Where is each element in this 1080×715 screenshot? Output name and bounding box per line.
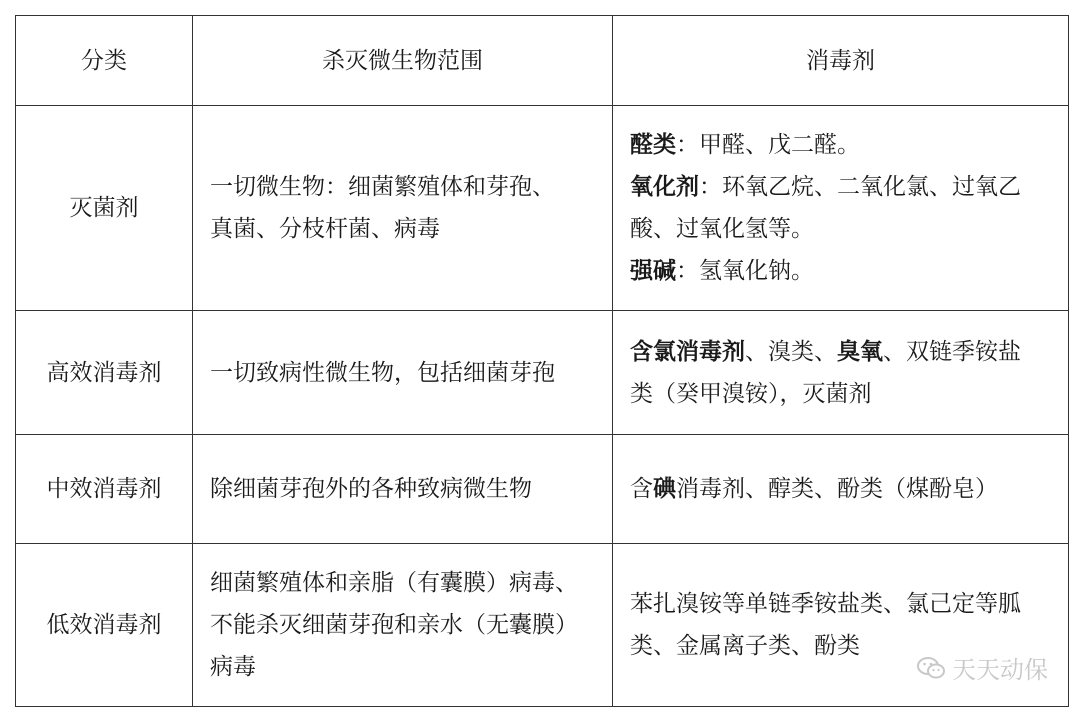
agent-class-label: 强碱 (630, 258, 676, 284)
range-line: 细菌繁殖体和亲脂（有囊膜）病毒、 (210, 570, 578, 596)
agent-line: 类、金属离子类、酚类 (630, 633, 860, 659)
table-row (16, 311, 1069, 435)
agent-list: 、双链季铵盐 (883, 338, 1021, 365)
header-category: 分类 (16, 16, 193, 106)
wechat-icon (916, 655, 946, 681)
category-cell: 灭菌剂 (16, 106, 193, 311)
header-agents: 消毒剂 (613, 16, 1069, 106)
category-cell: 低效消毒剂 (16, 544, 193, 707)
range-line: 一切微生物：细菌繁殖体和芽孢、 (210, 174, 555, 200)
agent-line (630, 468, 1056, 510)
table-header-row (16, 16, 1069, 106)
agent-class-label: 臭氧 (837, 338, 883, 365)
agent-class-label: 碘 (653, 476, 676, 502)
range-cell (193, 311, 613, 435)
watermark-text: 天天动保 (952, 656, 1048, 684)
range-line: 除细菌芽孢外的各种致病微生物 (210, 476, 532, 502)
range-cell (193, 106, 613, 311)
header-range: 杀灭微生物范围 (193, 16, 613, 106)
agent-list: 、溴类、 (745, 338, 837, 365)
agent-list: ：环氧乙烷、二氧化氯、过氧乙 (699, 174, 1021, 200)
agents-cell (613, 311, 1069, 435)
range-line: 病毒 (210, 654, 256, 680)
agent-line (630, 166, 1056, 208)
range-cell (193, 435, 613, 544)
table-row (16, 544, 1069, 707)
agent-list: 消毒剂、醇类、酚类（煤酚皂） (676, 476, 998, 502)
agent-list: 含 (630, 476, 653, 502)
range-line: 不能杀灭细菌芽孢和亲水（无囊膜） (210, 612, 578, 638)
agents-cell (613, 435, 1069, 544)
disinfectant-table (15, 15, 1069, 707)
agent-line: 苯扎溴铵等单链季铵盐类、氯己定等胍 (630, 591, 1021, 617)
agent-list: ：氢氧化钠。 (676, 258, 814, 284)
table-row (16, 106, 1069, 311)
agent-class-label: 含氯消毒剂 (630, 338, 745, 365)
agent-line (630, 250, 1056, 292)
table-row (16, 435, 1069, 544)
range-line: 真菌、分枝杆菌、病毒 (210, 216, 440, 242)
watermark (916, 650, 1048, 685)
range-line: 一切致病性微生物，包括细菌芽孢 (210, 359, 555, 386)
category-cell: 中效消毒剂 (16, 435, 193, 544)
agent-line: 类（癸甲溴铵），灭菌剂 (630, 380, 872, 407)
agent-line (630, 124, 1056, 166)
agents-cell (613, 106, 1069, 311)
agent-list: ：甲醛、戊二醛。 (676, 132, 860, 158)
range-cell (193, 544, 613, 707)
category-cell: 高效消毒剂 (16, 311, 193, 435)
agent-class-label: 醛类 (630, 132, 676, 158)
agent-line (630, 331, 1056, 373)
agent-line: 酸、过氧化氢等。 (630, 216, 814, 242)
agent-class-label: 氧化剂 (630, 174, 699, 200)
